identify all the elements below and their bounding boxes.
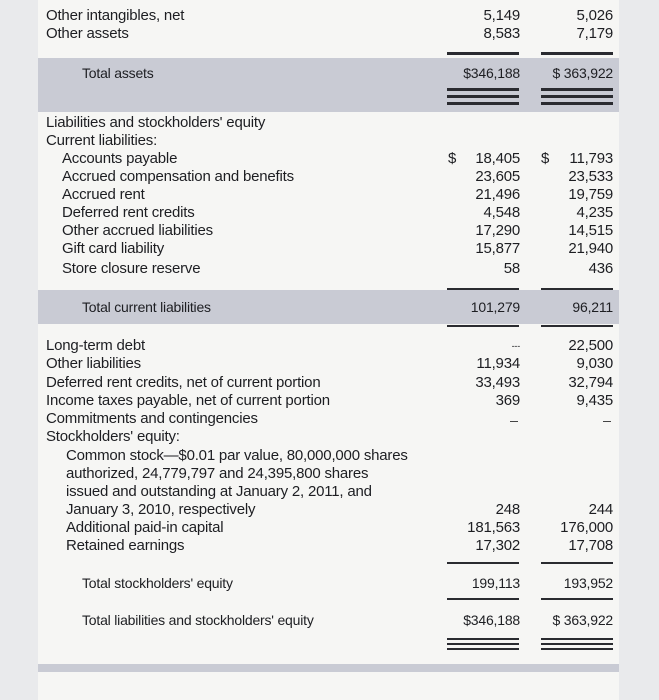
row-label: Other liabilities: [46, 355, 141, 372]
underline: [447, 562, 519, 564]
value-2011: 21,496: [475, 186, 520, 203]
total-assets-2010: $ 363,922: [552, 65, 613, 81]
total-equity-2010: 193,952: [563, 575, 613, 591]
table-row: [0, 204, 659, 222]
underline: [541, 52, 613, 55]
total-liab-equity-label: Total liabilities and stockholders' equity: [82, 612, 314, 628]
value-2010: 32,794: [568, 374, 613, 391]
value-2010: 22,500: [568, 337, 613, 354]
row-label: Store closure reserve: [62, 260, 201, 277]
double-underline: [541, 95, 613, 98]
double-underline: [541, 643, 613, 645]
row-label: Accrued compensation and benefits: [62, 168, 294, 185]
value-2011: 15,877: [475, 240, 520, 257]
common-stock-line: authorized, 24,779,797 and 24,395,800 shares: [66, 465, 369, 482]
row-label: Gift card liability: [62, 240, 165, 257]
table-row: [0, 168, 659, 186]
value-2011: ---: [511, 341, 520, 351]
row-label: Retained earnings: [66, 537, 185, 554]
value-2011: 181,563: [467, 519, 520, 536]
section-heading: [0, 132, 659, 150]
equity-heading: Stockholders' equity:: [46, 428, 180, 445]
row-label: Accounts payable: [62, 150, 178, 167]
value-2010: 11,793: [569, 150, 613, 167]
total-equity-row: [0, 574, 659, 592]
underline: [541, 598, 613, 600]
double-underline: [447, 95, 519, 98]
value-2010: 9,030: [576, 355, 613, 372]
total-equity-2011: 199,113: [471, 575, 520, 591]
row-label: Commitments and contingencies: [46, 410, 258, 427]
value-2010: 4,235: [576, 204, 613, 221]
dollar-sign: $: [448, 150, 457, 167]
row-label: Other accrued liabilities: [62, 222, 213, 239]
double-underline: [447, 643, 519, 645]
double-underline: [541, 88, 613, 91]
underline: [447, 325, 519, 327]
value-2010: 436: [588, 260, 613, 277]
double-underline: [447, 88, 519, 91]
value-2011: 23,605: [475, 168, 520, 185]
double-underline: [447, 638, 519, 640]
current-liabilities-heading: Current liabilities:: [46, 132, 158, 149]
value-2011: 17,290: [475, 222, 520, 239]
underline: [541, 562, 613, 564]
value-2010: 7,179: [576, 25, 613, 42]
total-current-label: Total current liabilities: [82, 299, 211, 315]
value-2010: 9,435: [576, 392, 613, 409]
total-liab-equity-2011: $346,188: [463, 612, 520, 628]
total-liab-equity-2010: $ 363,922: [552, 612, 613, 628]
value-2011: 248: [495, 501, 520, 518]
value-2011: 4,548: [483, 204, 520, 221]
total-current-2011: 101,279: [470, 299, 520, 315]
table-row: [0, 355, 659, 373]
total-current-2010: 96,211: [572, 299, 613, 315]
value-2011: 11,934: [476, 355, 520, 372]
table-row: [0, 240, 659, 258]
total-equity-label: Total stockholders' equity: [82, 575, 233, 591]
total-assets-label: Total assets: [82, 65, 154, 81]
table-row: [0, 7, 659, 25]
value-2011: 58: [503, 260, 520, 277]
underline: [447, 288, 519, 290]
total-current-row: [0, 298, 659, 316]
dollar-sign: $: [541, 150, 550, 167]
row-label: Deferred rent credits, net of current portion: [46, 374, 321, 391]
value-2010: 21,940: [568, 240, 613, 257]
underline: [447, 598, 519, 600]
row-label: Other assets: [46, 25, 129, 42]
table-row: [0, 537, 659, 555]
table-row: [0, 337, 659, 355]
row-label: Accrued rent: [62, 186, 145, 203]
row-label: Long-term debt: [46, 337, 145, 354]
nil-dash: [510, 421, 518, 422]
table-row: [0, 519, 659, 537]
table-row: [0, 374, 659, 392]
table-row: [0, 392, 659, 410]
double-underline: [541, 102, 613, 105]
nil-dash: [603, 421, 611, 422]
value-2011: 17,302: [475, 537, 520, 554]
section-heading: [0, 428, 659, 446]
table-row: [0, 150, 659, 168]
value-2011: 18,405: [475, 150, 520, 167]
total-liab-equity-row: [0, 611, 659, 629]
value-2010: 5,026: [576, 7, 613, 24]
value-2010: 244: [588, 501, 613, 518]
value-2010: 17,708: [568, 537, 613, 554]
double-underline: [447, 648, 519, 650]
table-row: [0, 410, 659, 428]
row-label: Deferred rent credits: [62, 204, 195, 221]
double-underline: [541, 648, 613, 650]
value-2010: 14,515: [568, 222, 613, 239]
liabilities-heading: Liabilities and stockholders' equity: [46, 114, 266, 131]
table-row: [0, 186, 659, 204]
row-label: Other intangibles, net: [46, 7, 185, 24]
row-label: Income taxes payable, net of current portion: [46, 392, 330, 409]
double-underline: [447, 102, 519, 105]
value-2011: 369: [495, 392, 520, 409]
value-2010: 23,533: [568, 168, 613, 185]
common-stock-line: issued and outstanding at January 2, 2011, and: [66, 483, 372, 500]
total-assets-row: [0, 64, 659, 82]
liabilities-heading-band: [38, 88, 619, 112]
value-2010: 19,759: [568, 186, 613, 203]
common-stock-line: Common stock—$0.01 par value, 80,000,000 shares: [66, 447, 408, 464]
total-assets-2011: $346,188: [463, 65, 520, 81]
table-row: [0, 222, 659, 240]
footer-band: [38, 664, 619, 672]
underline: [447, 52, 519, 55]
table-row: [0, 260, 659, 278]
value-2011: 33,493: [475, 374, 520, 391]
underline: [541, 325, 613, 327]
common-stock-line: January 3, 2010, respectively 248 244: [66, 501, 613, 518]
value-2011: 8,583: [483, 25, 520, 42]
row-label: Additional paid-in capital: [66, 519, 224, 536]
section-heading: [0, 114, 659, 132]
underline: [541, 288, 613, 290]
table-row: [0, 25, 659, 43]
value-2010: 176,000: [560, 519, 613, 536]
value-2011: 5,149: [483, 7, 520, 24]
double-underline: [541, 638, 613, 640]
